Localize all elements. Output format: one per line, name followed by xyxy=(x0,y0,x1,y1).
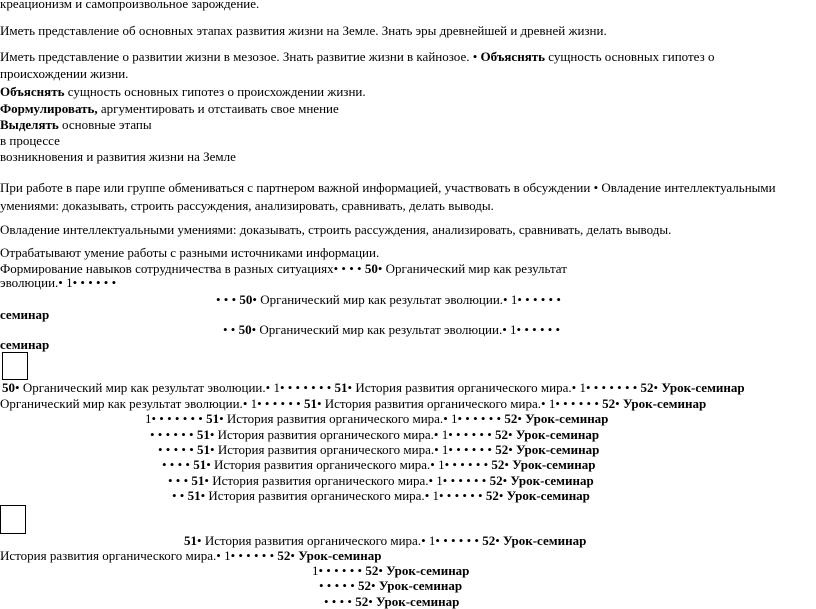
text-line: эволюции.• 1• • • • • • xyxy=(0,275,117,290)
text-line: • • • • 52• Урок-семинар xyxy=(324,594,460,609)
text-line: 51• История развития органического мира.• 1• • • • • • 52• Урок-семинар xyxy=(184,533,587,548)
text-line: Иметь представление о развитии жизни в мезозое. Знать развитие жизни в кайнозое. • Объяснять сущность основных гипотез о xyxy=(0,49,715,64)
text-line: • • 50• Органический мир как результат эволюции.• 1• • • • • • xyxy=(223,322,561,337)
text-line: 1• • • • • • 52• Урок-семинар xyxy=(312,563,470,578)
text-line: При работе в паре или группе обмениваться с партнером важной информацией, участвовать в обсуждении • Овладение интеллектуальными xyxy=(0,180,776,195)
text-line: • • 51• История развития органического мира.• 1• • • • • • 52• Урок-семинар xyxy=(172,488,590,503)
text-line: Иметь представление об основных этапах развития жизни на Земле. Знать эры древнейшей и древней жизни. xyxy=(0,23,607,38)
text-line: в процессе xyxy=(0,133,60,148)
text-line: 1• • • • • • • 51• История развития органического мира.• 1• • • • • • 52• Урок-семинар xyxy=(145,411,609,426)
text-line: Органический мир как результат эволюции.• 1• • • • • • 51• История развития органического мира.• 1• • • • • • 52• Урок-семинар xyxy=(0,396,707,411)
text-line: • • • 50• Органический мир как результат эволюции.• 1• • • • • • xyxy=(216,292,561,307)
text-line: История развития органического мира.• 1• • • • • • 52• Урок-семинар xyxy=(0,548,382,563)
text-line: происхождении жизни. xyxy=(0,66,129,81)
text-line: умениями: доказывать, строить рассуждения, анализировать, сравнивать, делать выводы. xyxy=(0,198,494,213)
text-line: Формулировать, аргументировать и отстаивать свое мнение xyxy=(0,101,339,116)
empty-cell-box xyxy=(0,505,26,534)
text-line: • • • • • • 51• История развития органического мира.• 1• • • • • • 52• Урок-семинар xyxy=(150,427,600,442)
text-line: • • • 51• История развития органического мира.• 1• • • • • • 52• Урок-семинар xyxy=(168,473,594,488)
text-line: Объяснять сущность основных гипотез о происхождении жизни. xyxy=(0,84,366,99)
empty-cell-box xyxy=(2,352,28,380)
text-line: Формирование навыков сотрудничества в разных ситуациях• • • • 50• Органический мир как результат xyxy=(0,261,567,276)
text-line: Овладение интеллектуальными умениями: доказывать, строить рассуждения, анализировать, сравнивать, делать выводы. xyxy=(0,222,672,237)
text-line: 50• Органический мир как результат эволюции.• 1• • • • • • • 51• История развития органического мира.• 1• • • • • • • 52• Урок-семинар xyxy=(2,380,745,395)
text-line: Отрабатывают умение работы с разными источниками информации. xyxy=(0,245,380,260)
text-line: семинар xyxy=(0,337,50,352)
text-line: • • • • 51• История развития органического мира.• 1• • • • • • 52• Урок-семинар xyxy=(162,457,596,472)
text-line: • • • • • 51• История развития органического мира.• 1• • • • • • 52• Урок-семинар xyxy=(158,442,600,457)
text-line: креационизм и самопроизвольное зарождение. xyxy=(0,0,260,11)
text-line: возникновения и развития жизни на Земле xyxy=(0,149,236,164)
text-line: Выделять основные этапы xyxy=(0,117,152,132)
text-line: • • • • • 52• Урок-семинар xyxy=(319,578,463,593)
text-line: семинар xyxy=(0,307,50,322)
